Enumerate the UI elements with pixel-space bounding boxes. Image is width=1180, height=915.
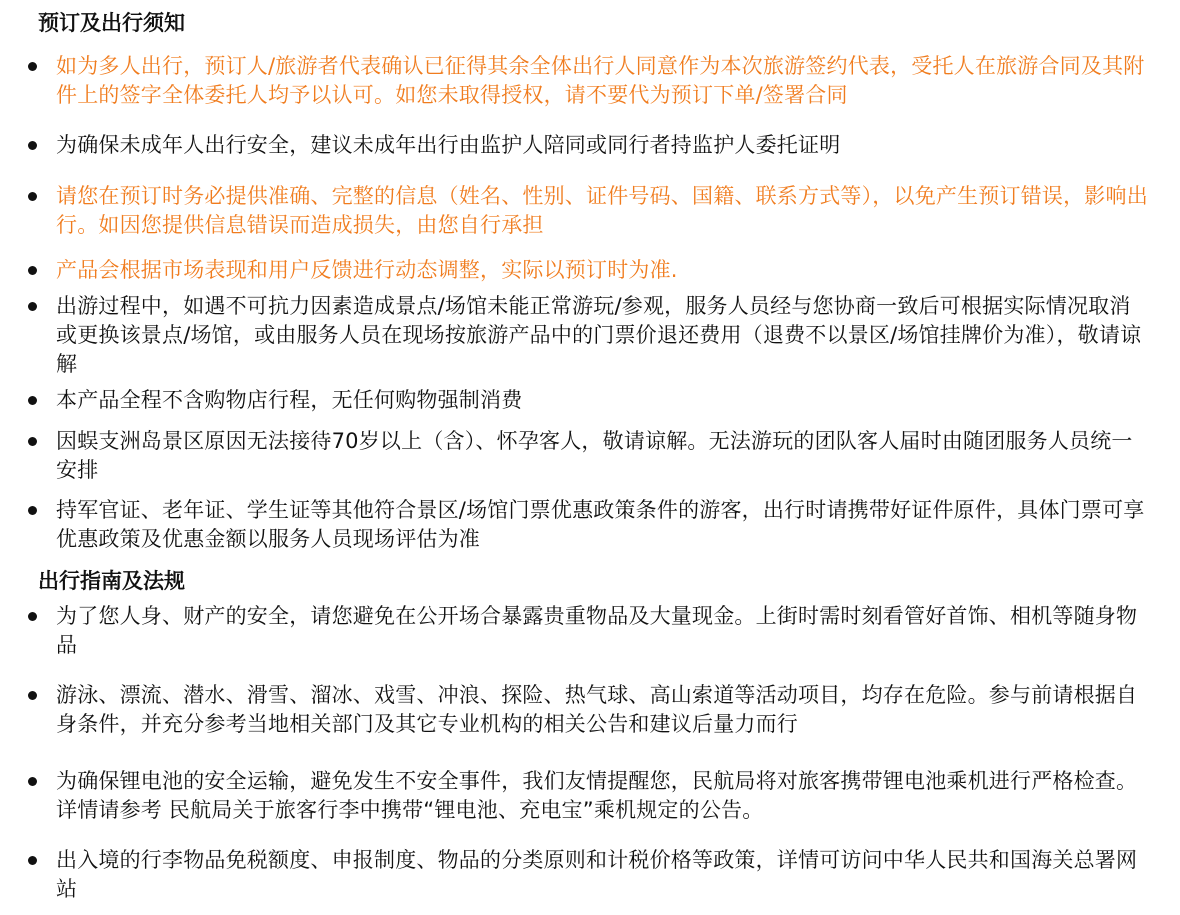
bullet-icon xyxy=(28,141,37,150)
guide-item xyxy=(28,846,1148,904)
bullet-icon xyxy=(28,192,37,201)
notice-text: 产品会根据市场表现和用户反馈进行动态调整，实际以预订时为准. xyxy=(56,258,678,282)
travel-guide-title: 出行指南及法规 xyxy=(38,569,185,593)
booking-notice-title: 预订及出行须知 xyxy=(38,11,185,35)
bullet-icon xyxy=(28,506,37,515)
notice-text: 请您在预订时务必提供准确、完整的信息（姓名、性别、证件号码、国籍、联系方式等），以免产生预订错误，影响出行。如因您提供信息错误而造成损失，由您自行承担 xyxy=(56,184,1148,237)
guide-text: 为确保锂电池的安全运输，避免发生不安全事件，我们友情提醒您，民航局将对旅客携带锂电池乘机进行严格检查。详情请参考 民航局关于旅客行李中携带“锂电池、充电宝”乘机规定的公告。 xyxy=(56,769,1138,822)
bullet-icon xyxy=(28,777,37,786)
notice-item xyxy=(28,131,1148,160)
notice-item xyxy=(28,292,1148,379)
guide-text: 为了您人身、财产的安全，请您避免在公开场合暴露贵重物品及大量现金。上街时需时刻看管好首饰、相机等随身物品 xyxy=(56,604,1138,657)
bullet-icon xyxy=(28,437,37,446)
bullet-icon xyxy=(28,691,37,700)
bullet-icon xyxy=(28,266,37,275)
bullet-icon xyxy=(28,302,37,311)
notice-item xyxy=(28,386,1148,415)
bullet-icon xyxy=(28,62,37,71)
notice-item xyxy=(28,496,1148,554)
notice-item xyxy=(28,427,1148,485)
guide-item xyxy=(28,602,1148,660)
guide-item xyxy=(28,767,1148,825)
guide-item xyxy=(28,681,1148,739)
notice-item xyxy=(28,256,1148,285)
guide-text: 出入境的行李物品免税额度、申报制度、物品的分类原则和计税价格等政策，详情可访问中华人民共和国海关总署网站 xyxy=(56,848,1138,901)
notice-item xyxy=(28,182,1148,240)
bullet-icon xyxy=(28,856,37,865)
notice-text: 为确保未成年人出行安全，建议未成年出行由监护人陪同或同行者持监护人委托证明 xyxy=(56,133,841,157)
notice-item xyxy=(28,52,1148,110)
notice-text: 持军官证、老年证、学生证等其他符合景区/场馆门票优惠政策条件的游客，出行时请携带好证件原件，具体门票可享优惠政策及优惠金额以服务人员现场评估为准 xyxy=(56,498,1145,551)
notice-text: 如为多人出行，预订人/旅游者代表确认已征得其余全体出行人同意作为本次旅游签约代表，受托人在旅游合同及其附件上的签字全体委托人均予以认可。如您未取得授权，请不要代为预订下单/签署合同 xyxy=(56,54,1145,107)
notice-text: 出游过程中，如遇不可抗力因素造成景点/场馆未能正常游玩/参观，服务人员经与您协商一致后可根据实际情况取消或更换该景点/场馆，或由服务人员在现场按旅游产品中的门票价退还费用（退费不以景区/场馆挂牌价为准），敬请谅解 xyxy=(56,294,1142,376)
bullet-icon xyxy=(28,396,37,405)
notice-text: 因蜈支洲岛景区原因无法接待70岁以上（含）、怀孕客人，敬请谅解。无法游玩的团队客人届时由随团服务人员统一安排 xyxy=(56,429,1133,482)
notice-text: 本产品全程不含购物店行程，无任何购物强制消费 xyxy=(56,388,523,412)
bullet-icon xyxy=(28,612,37,621)
guide-text: 游泳、漂流、潜水、滑雪、溜冰、戏雪、冲浪、探险、热气球、高山索道等活动项目，均存在危险。参与前请根据自身条件，并充分参考当地相关部门及其它专业机构的相关公告和建议后量力而行 xyxy=(56,683,1138,736)
